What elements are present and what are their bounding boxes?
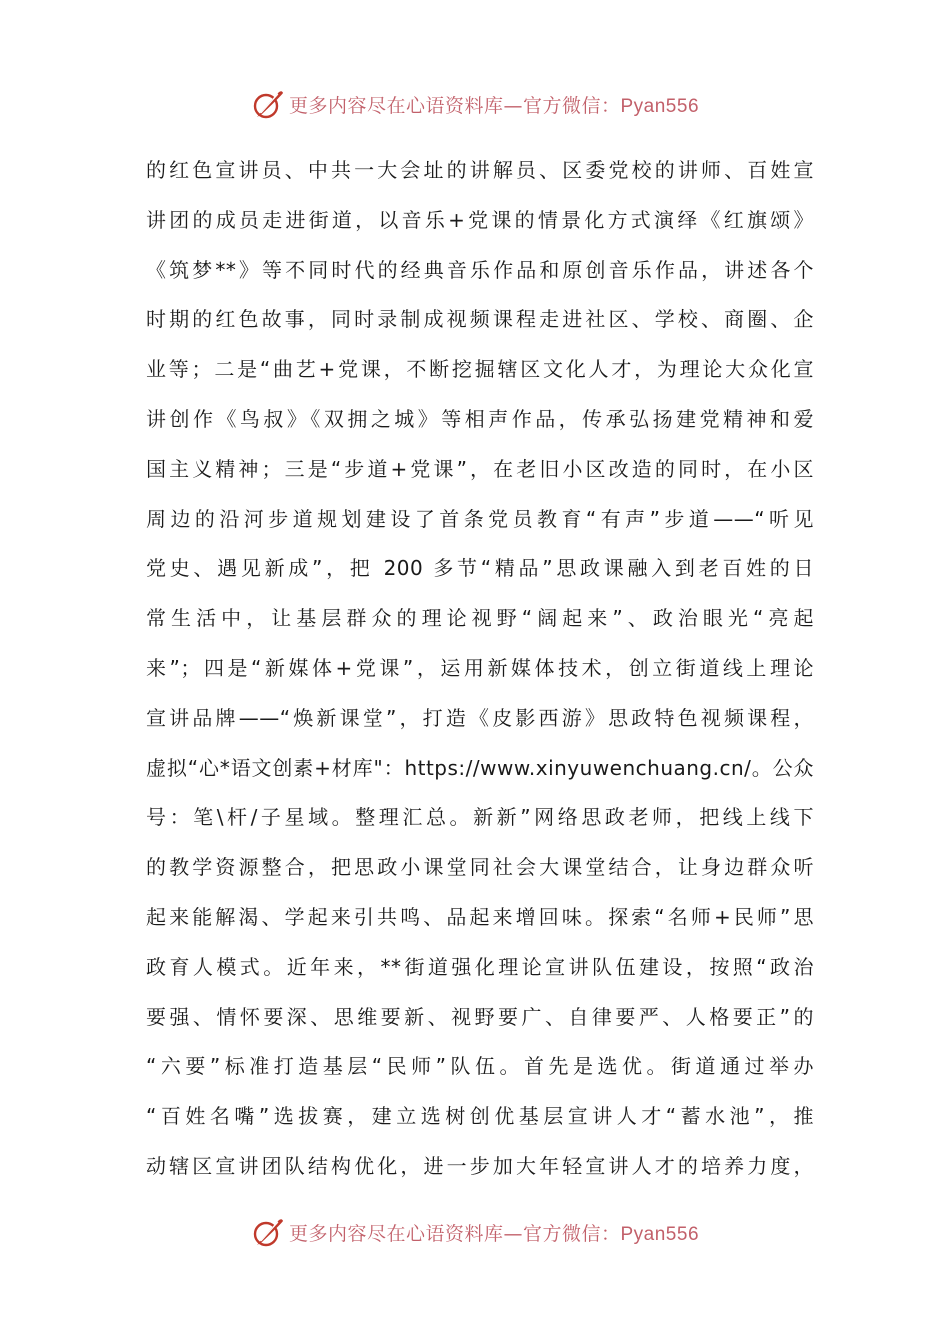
text-line: 要强、情怀要深、思维要新、视野要广、自律要严、人格要正”的 [146,1004,814,1029]
banner-text [289,1219,699,1246]
text-line: “六要”标准打造基层“民师”队伍。首先是选优。街道通过举办 [146,1054,814,1079]
text-line: 的教学资源整合，把思政小课堂同社会大课堂结合，让身边群众听 [146,855,814,880]
text-line: 常生活中，让基层群众的理论视野“阔起来”、政治眼光“亮起 [146,606,814,631]
text-line: 业等；二是“曲艺+党课，不断挖掘辖区文化人才，为理论大众化宣 [146,357,814,382]
text-line: 号：笔\杆/子星域。整理汇总。新新”网络思政老师，把线上线下 [146,805,814,830]
text-line: 周边的沿河步道规划建设了首条党员教育“有声”步道——“听见 [146,506,814,531]
quill-pen-logo-icon [251,1215,285,1249]
banner-wechat-id: Pyan556 [620,1223,700,1245]
text-line: 讲团的成员走进街道，以音乐+党课的情景化方式演绎《红旗颂》 [146,207,814,232]
text-line: 起来能解渴、学起来引共鸣、品起来增回味。探索“名师+民师”思 [146,904,814,929]
text-line: 的红色宣讲员、中共一大会址的讲解员、区委党校的讲师、百姓宣 [146,158,814,182]
text-line: 政育人模式。近年来，**街道强化理论宣讲队伍建设，按照“政治 [146,954,814,979]
banner-slogan: 更多内容尽在心语资料库—官方微信： [288,1222,621,1245]
text-line: 讲创作《鸟叔》《双拥之城》等相声作品，传承弘扬建党精神和爱 [146,406,814,431]
footer-banner [0,1212,950,1252]
banner-wechat-id: Pyan556 [620,95,700,117]
document-body [146,146,814,1192]
text-line-with-link: 虚拟“心*语文创素+材库"：https://www.xinyuwenchuang.cn/。公众 [146,755,814,780]
text-line: 国主义精神；三是“步道+党课”，在老旧小区改造的同时，在小区 [146,456,814,481]
quill-pen-logo-icon [251,87,285,121]
header-banner [0,84,950,124]
text-line: “百姓名嘴”选拔赛，建立选树创优基层宣讲人才“蓄水池”，推 [146,1104,814,1129]
banner-text [289,91,699,118]
text-line: 来”；四是“新媒体+党课”，运用新媒体技术，创立街道线上理论 [146,655,814,680]
banner-slogan: 更多内容尽在心语资料库—官方微信： [288,94,621,117]
text-line: 宣讲品牌——“焕新课堂”，打造《皮影西游》思政特色视频课程， [146,705,814,730]
text-line: 动辖区宣讲团队结构优化，进一步加大年轻宣讲人才的培养力度， [146,1153,814,1178]
text-line: 《筑梦**》等不同时代的经典音乐作品和原创音乐作品，讲述各个 [146,257,814,282]
text-line: 党史、遇见新成”，把 200 多节“精品”思政课融入到老百姓的日 [146,556,814,581]
text-line: 时期的红色故事，同时录制成视频课程走进社区、学校、商圈、企 [146,307,814,332]
